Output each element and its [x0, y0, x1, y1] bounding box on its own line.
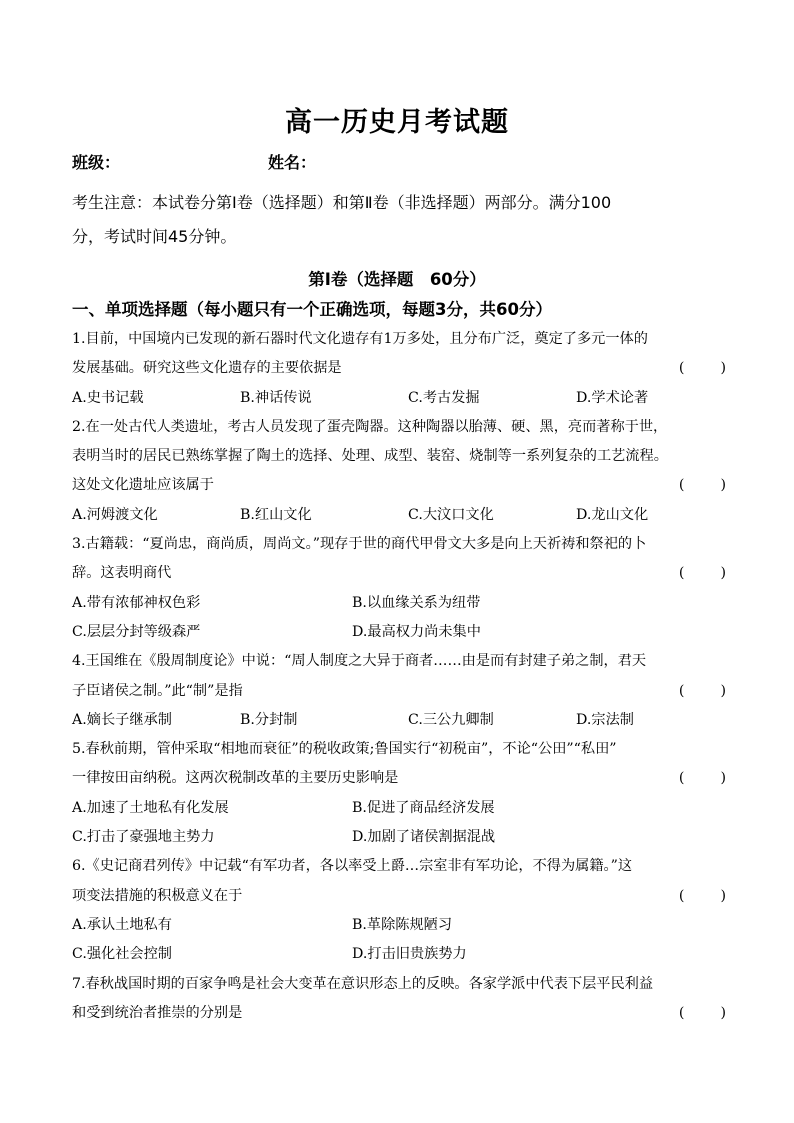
- option-row: [72, 589, 732, 618]
- question-line: 2.在一处古代人类遗址，考古人员发现了蛋壳陶器。这种陶器以胎薄、硬、黑，亮而著称于世，: [72, 418, 668, 435]
- question-line: 发展基础。研究这些文化遗存的主要依据是 ( ): [72, 354, 732, 383]
- answer-bracket: ( ): [678, 770, 726, 787]
- question-line: 3.古籍载：“夏尚忠，商尚质，周尚文。”现存于世的商代甲骨文大多是向上天祈祷和祭祀的卜: [72, 536, 647, 553]
- name-label: 姓名：: [268, 153, 317, 172]
- option-d: D.打击旧贵族势力: [352, 946, 467, 963]
- option-d: D.龙山文化: [576, 506, 649, 523]
- option-b: B.革除陈规陋习: [352, 916, 453, 933]
- exam-notice: [72, 186, 728, 254]
- answer-bracket: ( ): [678, 565, 726, 582]
- option-c: C.强化社会控制: [72, 946, 172, 963]
- question-line: 4.王国维在《殷周制度论》中说：“周人制度之大异于商者……由是而有封建子弟之制，君天: [72, 653, 647, 670]
- exam-title: 高一历史月考试题: [285, 107, 509, 138]
- option-row: [72, 911, 732, 940]
- option-row: [72, 794, 732, 823]
- question-line: 一律按田亩纳税。这两次税制改革的主要历史影响是 ( ): [72, 764, 732, 793]
- option-d: D.最高权力尚未集中: [352, 623, 481, 640]
- option-c: C.大汶口文化: [408, 506, 494, 523]
- option-row: [72, 618, 732, 647]
- part-title: 一、单项选择题（每小题只有一个正确选项，每题3分，共60分）: [72, 300, 552, 319]
- answer-bracket: ( ): [678, 477, 726, 494]
- option-row: [72, 384, 732, 413]
- answer-bracket: ( ): [678, 887, 726, 904]
- option-c: C.打击了豪强地主势力: [72, 829, 215, 846]
- option-row: [72, 940, 732, 969]
- option-d: D.加剧了诸侯割据混战: [352, 829, 496, 846]
- option-b: B.以血缘关系为纽带: [352, 594, 481, 611]
- question-line: 1.目前，中国境内已发现的新石器时代文化遗存有1万多处，且分布广泛，奠定了多元一体的: [72, 331, 648, 347]
- option-row: [72, 706, 732, 735]
- option-b: B.红山文化: [240, 506, 312, 523]
- notice-line: 考生注意：本试卷分第Ⅰ卷（选择题）和第Ⅱ卷（非选择题）两部分。满分100: [72, 193, 612, 212]
- option-row: [72, 501, 732, 530]
- notice-line: 分，考试时间45分钟。: [72, 227, 237, 246]
- option-a: A.史书记载: [72, 389, 144, 406]
- question-line: 这处文化遗址应该属于 ( ): [72, 471, 732, 500]
- question-line: 和受到统治者推崇的分别是 ( ): [72, 999, 732, 1028]
- answer-bracket: ( ): [678, 1004, 726, 1021]
- option-b: B.分封制: [240, 711, 298, 728]
- answer-bracket: ( ): [678, 682, 726, 699]
- class-label: 班级：: [72, 153, 121, 172]
- question-line: 表明当时的居民已熟练掌握了陶土的选择、处理、成型、装窑、烧制等一系列复杂的工艺流程。: [72, 448, 668, 465]
- question-list: [72, 325, 732, 1028]
- option-row: [72, 823, 732, 852]
- option-a: A.嫡长子继承制: [72, 711, 172, 728]
- question-line: 项变法措施的积极意义在于 ( ): [72, 882, 732, 911]
- option-b: B.促进了商品经济发展: [352, 799, 495, 816]
- option-a: A.加速了土地私有化发展: [72, 799, 229, 816]
- option-c: C.三公九卿制: [408, 711, 494, 728]
- option-a: A.承认土地私有: [72, 916, 172, 933]
- question-line: 6.《史记商君列传》中记载“有军功者，各以率受上爵…宗室非有军功论，不得为属籍。”这: [72, 858, 633, 875]
- option-c: C.层层分封等级森严: [72, 623, 201, 640]
- question-line: 子臣诸侯之制。”此“制”是指 ( ): [72, 677, 732, 706]
- question-line: 7.春秋战国时期的百家争鸣是社会大变革在意识形态上的反映。各家学派中代表下层平民利益: [72, 975, 654, 992]
- question-line: 辞。这表明商代 ( ): [72, 559, 732, 588]
- option-c: C.考古发掘: [408, 389, 480, 406]
- option-d: D.宗法制: [576, 711, 634, 728]
- answer-bracket: ( ): [678, 360, 726, 377]
- option-a: A.带有浓郁神权色彩: [72, 594, 201, 611]
- section-title: 第Ⅰ卷（选择题 60分）: [308, 270, 486, 289]
- option-a: A.河姆渡文化: [72, 506, 158, 523]
- question-line: 5.春秋前期，管仲采取“相地而衰征”的税收政策;鲁国实行“初税亩”，不论“公田”“私田”: [72, 741, 617, 758]
- option-d: D.学术论著: [576, 389, 649, 406]
- option-b: B.神话传说: [240, 389, 312, 406]
